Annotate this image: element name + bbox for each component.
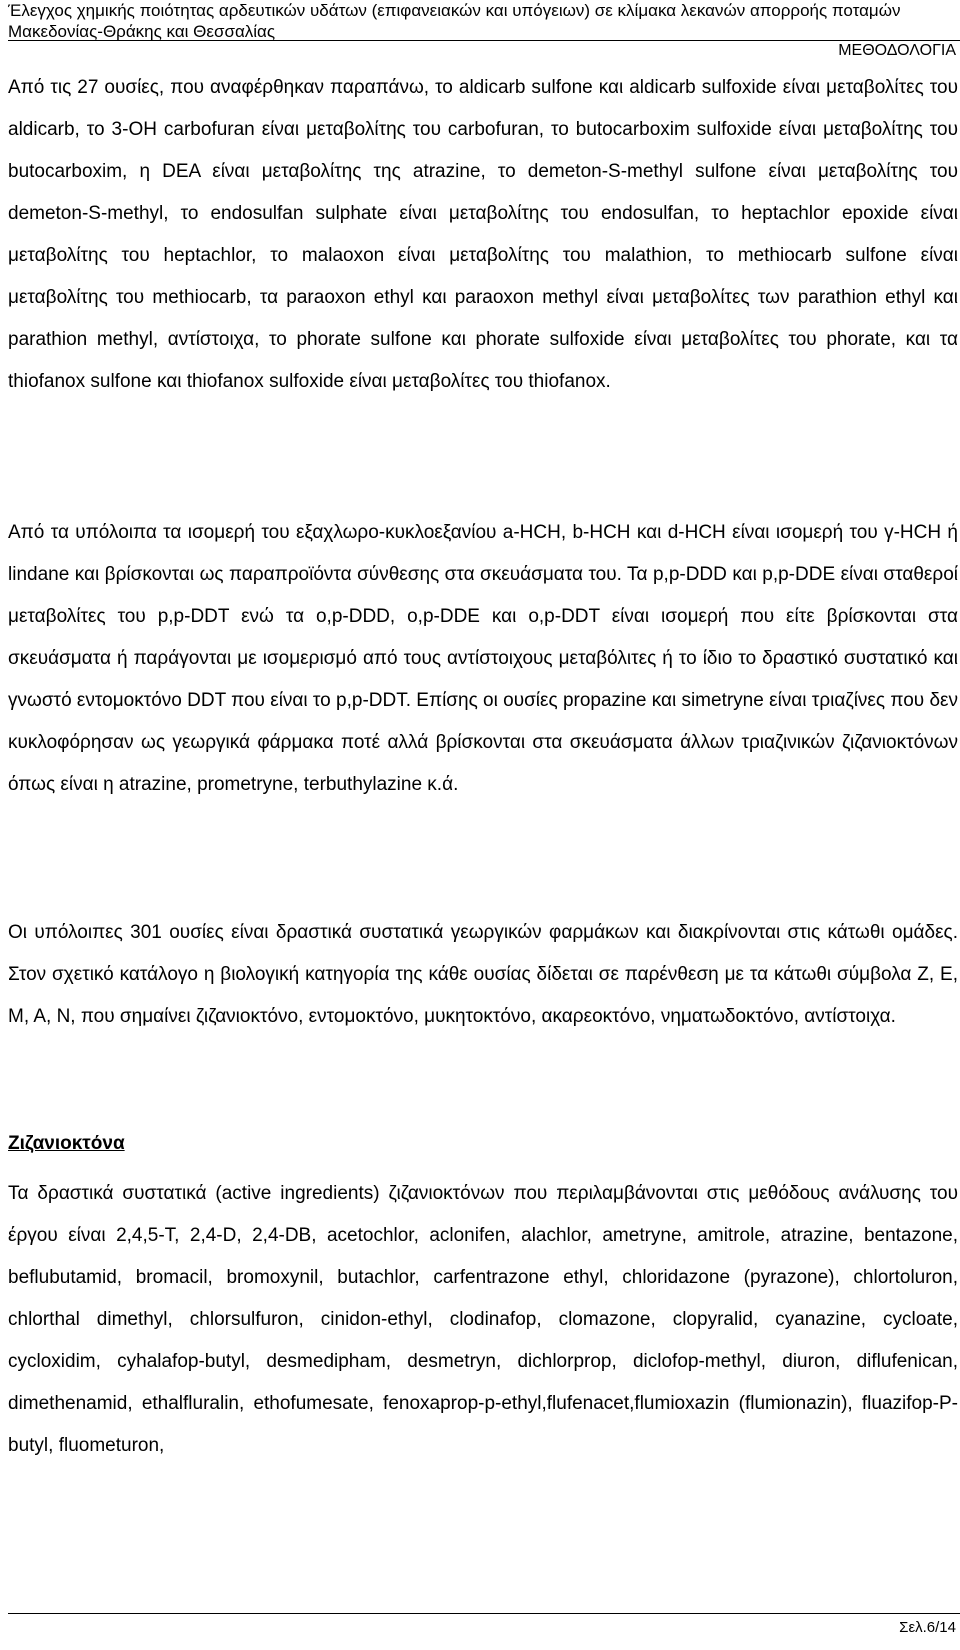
header-title-line2: Μακεδονίας-Θράκης και Θεσσαλίας bbox=[8, 22, 276, 41]
footer-divider bbox=[8, 1613, 960, 1614]
paragraph-isomers: Από τα υπόλοιπα τα ισομερή του εξαχλωρο-κυκλοεξανίου a-HCH, b-HCH και d-HCH είναι ισομερή του γ-HCH ή lindane και βρίσκονται ως παραπροϊόντα σύνθεσης στα σκευάσματα του. Τα p,p-DDD και p,p-DDE είναι σταθεροί μεταβολίτες του p,p-DDT ενώ τα o,p-DDD, o,p-DDE και o,p-DDT είναι ισομερή που είτε βρίσκονται στα σκευάσματα ή παράγονται με ισομερισμό από τους αντίστοιχους μεταβόλιτες ή το ίδιο το δραστικό συστατικό και γνωστό εντομοκτόνο DDT που είναι το p,p-DDT. Επίσης οι ουσίες propazine και simetryne είναι τριαζίνες που δεν κυκλοφόρησαν ως γεωργικά φάρμακα ποτέ αλλά βρίσκονται στα σκευάσματα άλλων τριαζινικών ζιζανιοκτόνων όπως είναι η atrazine, prometryne, terbuthylazine κ.ά. bbox=[8, 522, 958, 795]
page-number: Σελ.6/14 bbox=[899, 1619, 956, 1636]
header-title-line1: Έλεγχος χημικής ποιότητας αρδευτικών υδάτων (επιφανειακών και υπόγειων) σε κλίμακα λεκανών απορροής ποταμών bbox=[8, 1, 901, 20]
heading-herbicides: Ζιζανιοκτόνα bbox=[8, 1133, 125, 1154]
paragraph-metabolites: Από τις 27 ουσίες, που αναφέρθηκαν παραπάνω, το aldicarb sulfone και aldicarb sulfoxide είναι μεταβολίτες του aldicarb, το 3-OH carbofuran είναι μεταβολίτης του carbofuran, το butocarboxim sulfoxide είναι μεταβολίτης του butocarboxim, η DEA είναι μεταβολίτης της atrazine, το demeton-S-methyl sulfone είναι μεταβολίτης του demeton-S-methyl, το endosulfan sulphate είναι μεταβολίτης του endosulfan, το heptachlor epoxide είναι μεταβολίτης του heptachlor, το malaoxon είναι μεταβολίτης του malathion, το methiocarb sulfone είναι μεταβολίτης του methiocarb, τα paraoxon ethyl και paraoxon methyl είναι μεταβολίτες των parathion ethyl και parathion methyl, αντίστοιχα, το phorate sulfone και phorate sulfoxide είναι μεταβολίτες του phorate, και τα thiofanox sulfone και thiofanox sulfoxide είναι μεταβολίτες του thiofanox. bbox=[8, 77, 958, 392]
document-header bbox=[8, 0, 958, 42]
section-label: ΜΕΘΟΔΟΛΟΓΙΑ bbox=[838, 42, 956, 59]
header-divider bbox=[8, 40, 960, 41]
paragraph-categories: Οι υπόλοιπες 301 ουσίες είναι δραστικά συστατικά γεωργικών φαρμάκων και διακρίνονται στις κάτωθι ομάδες. Στον σχετικό κατάλογο η βιολογική κατηγορία της κάθε ουσίας δίδεται σε παρένθεση με τα κάτωθι σύμβολα Z, E, M, A, N, που σημαίνει ζιζανιοκτόνο, εντομοκτόνο, μυκητοκτόνο, ακαρεοκτόνο, νηματωδοκτόνο, αντίστοιχα. bbox=[8, 922, 958, 1027]
paragraph-herbicides: Τα δραστικά συστατικά (active ingredients) ζιζανιοκτόνων που περιλαμβάνονται στις μεθόδους ανάλυσης του έργου είναι 2,4,5-T, 2,4-D, 2,4-DB, acetochlor, aclonifen, alachlor, ametryne, amitrole, atrazine, bentazone, beflubutamid, bromacil, bromoxynil, butachlor, carfentrazone ethyl, chloridazone (pyrazone), chlortoluron, chlorthal dimethyl, chlorsulfuron, cinidon-ethyl, clodinafop, clomazone, clopyralid, cyanazine, cycloate, cycloxidim, cyhalafop-butyl, desmedipham, desmetryn, dichlorprop, diclofop-methyl, diuron, diflufenican, dimethenamid, ethalfluralin, ethofumesate, fenoxaprop-p-ethyl,flufenacet,flumioxazin (flumionazin), fluazifop-P-butyl, fluometuron, bbox=[8, 1183, 958, 1456]
